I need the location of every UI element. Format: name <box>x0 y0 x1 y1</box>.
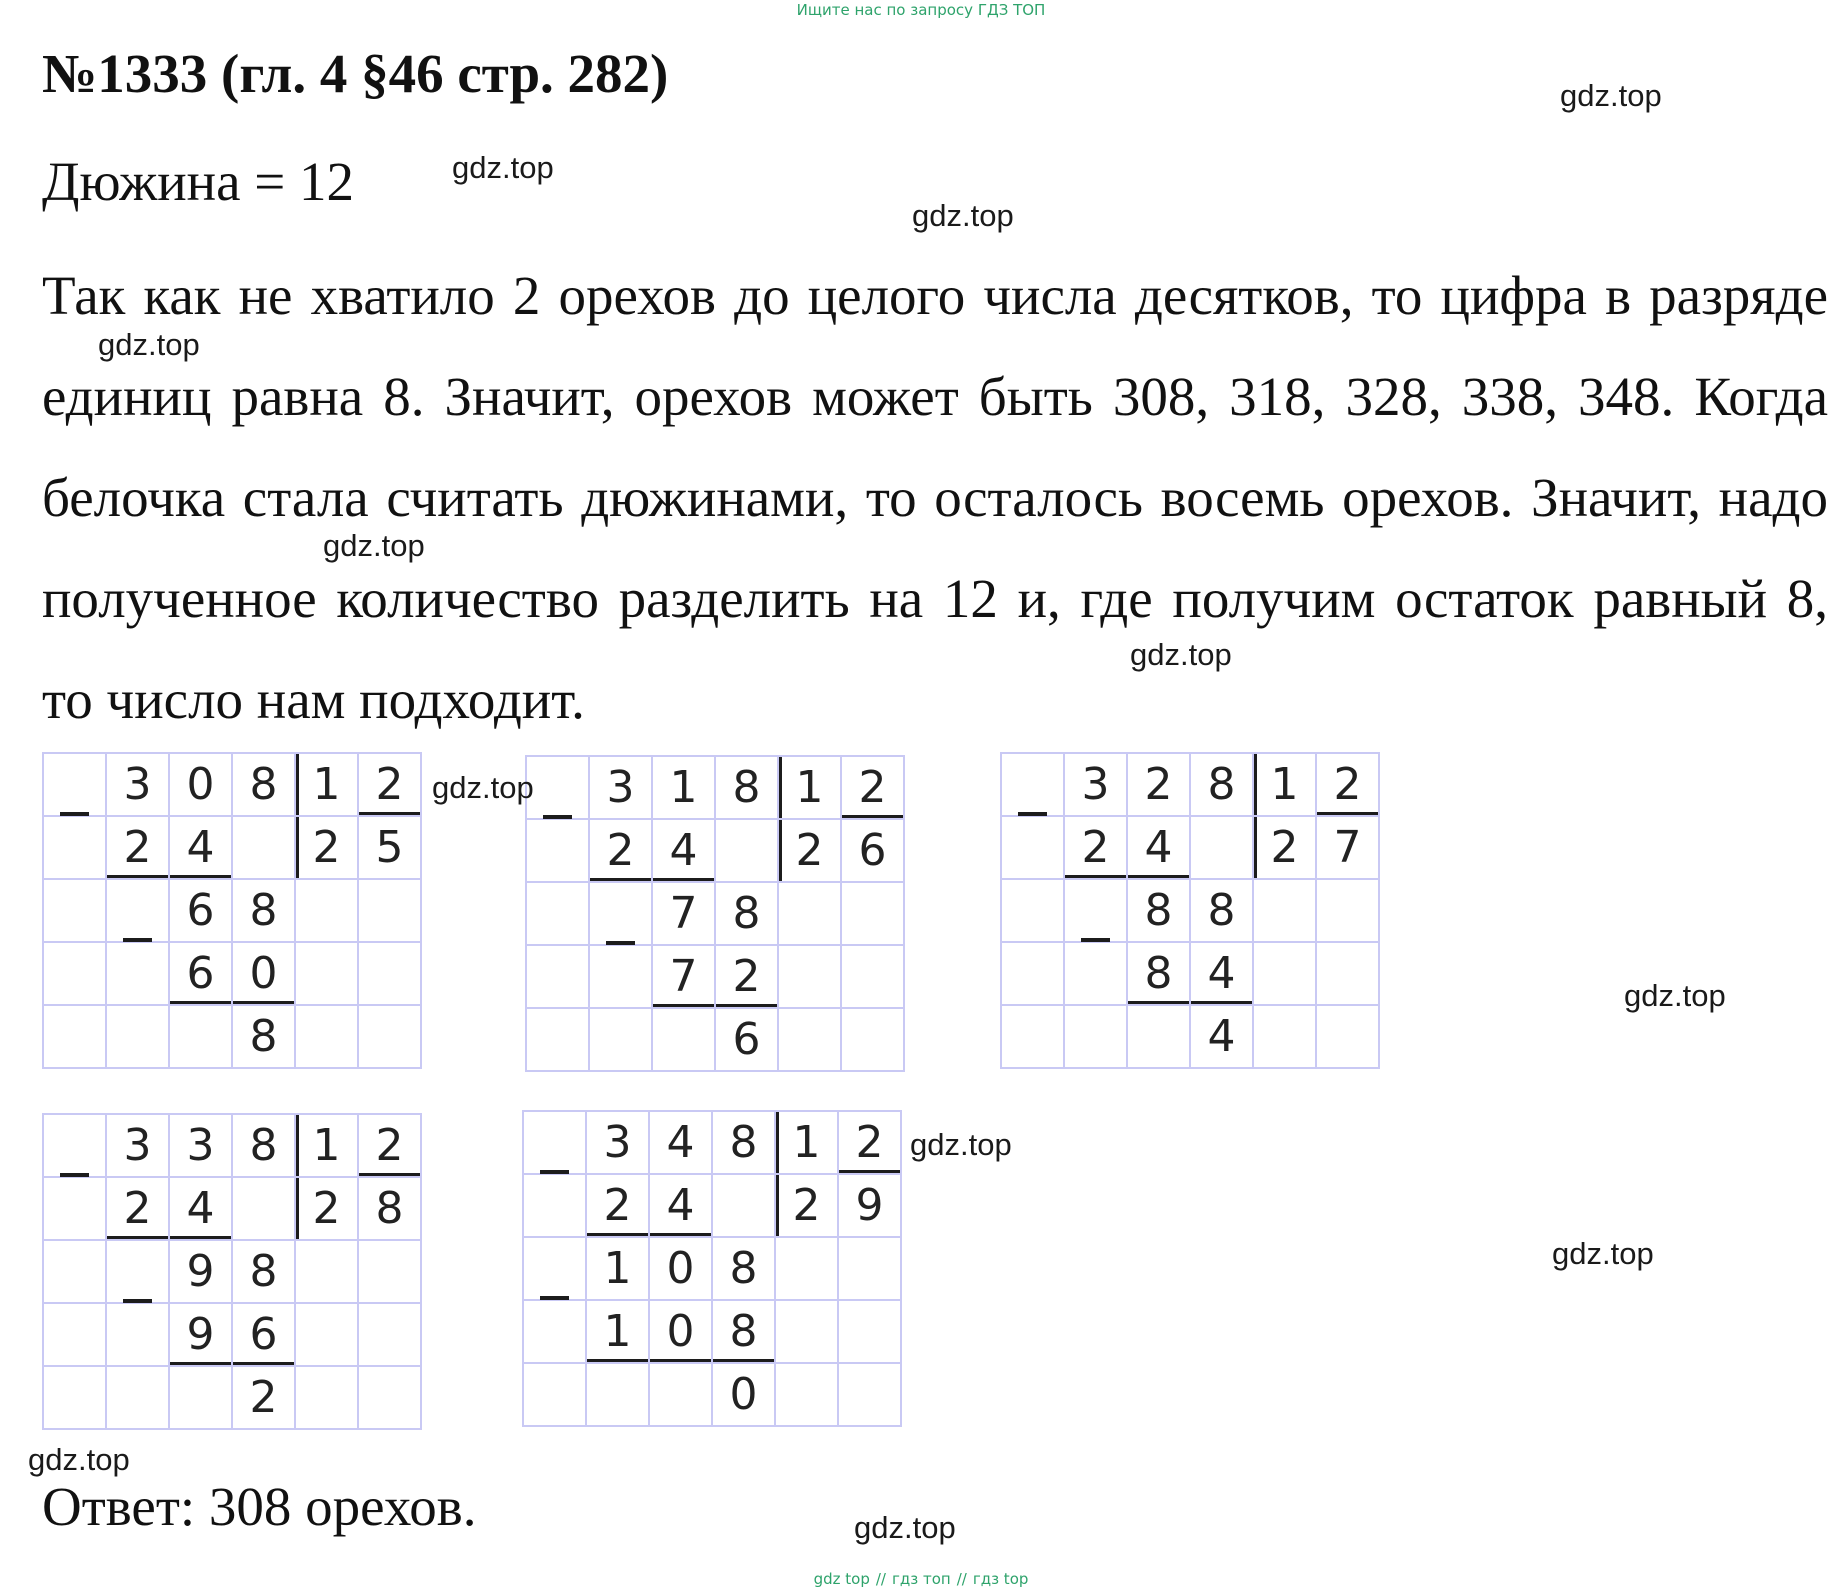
dividend-digit: 4 <box>650 1112 713 1175</box>
subtrahend-digit: 4 <box>1128 817 1191 880</box>
dividend-digit: 8 <box>713 1112 776 1175</box>
watermark: gdz.top <box>28 1442 130 1477</box>
remainder-digit: 2 <box>233 1367 296 1430</box>
watermark: gdz.top <box>323 528 425 563</box>
grid-row <box>527 820 905 883</box>
grid-cell <box>359 1241 422 1304</box>
quotient-digit: 2 <box>1254 817 1317 880</box>
grid-row <box>1002 880 1380 943</box>
dividend-digit: 8 <box>716 757 779 820</box>
grid-row <box>527 946 905 1009</box>
grid-cell <box>1065 943 1128 1006</box>
long-division-318 <box>525 755 905 1072</box>
dividend-digit: 3 <box>590 757 653 820</box>
grid-row <box>44 1178 422 1241</box>
divisor-digit: 2 <box>1317 754 1380 817</box>
watermark: gdz.top <box>912 198 1014 233</box>
partial-dividend-digit: 7 <box>653 883 716 946</box>
grid-cell <box>713 1175 776 1238</box>
divisor-digit: 1 <box>779 757 842 820</box>
long-division-308 <box>42 752 422 1069</box>
grid-cell <box>527 946 590 1009</box>
problem-title: №1333 (гл. 4 §46 стр. 282) <box>42 43 669 104</box>
dividend-digit: 1 <box>653 757 716 820</box>
grid-row <box>1002 817 1380 880</box>
partial-dividend-digit: 6 <box>170 880 233 943</box>
subtrahend-digit: 8 <box>713 1301 776 1364</box>
minus-sign <box>44 754 107 817</box>
footer-separator: // <box>875 1570 886 1588</box>
grid-cell <box>170 1367 233 1430</box>
subtrahend-digit: 0 <box>650 1301 713 1364</box>
subtrahend-digit: 2 <box>107 1178 170 1241</box>
partial-dividend-digit: 9 <box>170 1241 233 1304</box>
remainder-digit: 6 <box>716 1009 779 1072</box>
grid-cell <box>1002 817 1065 880</box>
grid-cell <box>296 1367 359 1430</box>
grid-cell <box>779 883 842 946</box>
minus-sign <box>107 1241 170 1304</box>
grid-cell <box>359 943 422 1006</box>
long-division-348 <box>522 1110 902 1427</box>
grid-row <box>44 754 422 817</box>
dividend-digit: 3 <box>170 1115 233 1178</box>
grid-cell <box>527 883 590 946</box>
subtrahend-digit: 7 <box>653 946 716 1009</box>
grid-cell <box>359 880 422 943</box>
partial-dividend-digit: 8 <box>1191 880 1254 943</box>
grid-cell <box>1317 1006 1380 1069</box>
long-division-328 <box>1000 752 1380 1069</box>
minus-sign <box>1065 880 1128 943</box>
footer-link[interactable]: gdz top <box>813 1570 870 1588</box>
answer-text: Ответ: 308 орехов. <box>42 1476 477 1537</box>
grid-cell <box>1002 880 1065 943</box>
grid-cell <box>44 817 107 880</box>
grid-cell <box>296 943 359 1006</box>
partial-dividend-digit: 8 <box>716 883 779 946</box>
dividend-digit: 3 <box>107 754 170 817</box>
header-search-link[interactable]: Ищите нас по запросу ГДЗ ТОП <box>796 1 1046 19</box>
grid-row <box>44 1006 422 1069</box>
grid-row <box>527 1009 905 1072</box>
watermark: gdz.top <box>1624 978 1726 1013</box>
quotient-digit: 9 <box>839 1175 902 1238</box>
grid-cell <box>587 1364 650 1427</box>
grid-cell <box>359 1006 422 1069</box>
grid-cell <box>776 1301 839 1364</box>
grid-cell <box>107 1367 170 1430</box>
dividend-digit: 8 <box>1191 754 1254 817</box>
quotient-digit: 2 <box>779 820 842 883</box>
grid-cell <box>527 1009 590 1072</box>
divisor-digit: 2 <box>359 1115 422 1178</box>
grid-row <box>44 880 422 943</box>
grid-cell <box>296 1006 359 1069</box>
grid-cell <box>1317 880 1380 943</box>
grid-cell <box>779 946 842 1009</box>
grid-cell <box>107 943 170 1006</box>
divisor-digit: 2 <box>842 757 905 820</box>
grid-cell <box>1317 943 1380 1006</box>
subtrahend-digit: 6 <box>233 1304 296 1367</box>
dividend-digit: 3 <box>107 1115 170 1178</box>
subtrahend-digit: 2 <box>716 946 779 1009</box>
subtrahend-digit: 4 <box>170 817 233 880</box>
grid-cell <box>1128 1006 1191 1069</box>
footer-link[interactable]: гдз топ <box>891 1570 951 1588</box>
grid-cell <box>1065 1006 1128 1069</box>
dividend-digit: 3 <box>587 1112 650 1175</box>
grid-cell <box>44 1241 107 1304</box>
grid-cell <box>233 817 296 880</box>
grid-cell <box>170 1006 233 1069</box>
dividend-digit: 0 <box>170 754 233 817</box>
minus-sign <box>1002 754 1065 817</box>
subtrahend-digit: 2 <box>107 817 170 880</box>
watermark: gdz.top <box>1552 1236 1654 1271</box>
subtrahend-digit: 4 <box>170 1178 233 1241</box>
dividend-digit: 2 <box>1128 754 1191 817</box>
grid-row <box>527 757 905 820</box>
grid-row <box>524 1112 902 1175</box>
partial-dividend-digit: 8 <box>1128 880 1191 943</box>
minus-sign <box>107 880 170 943</box>
grid-row <box>524 1364 902 1427</box>
quotient-digit: 6 <box>842 820 905 883</box>
remainder-digit: 4 <box>1191 1006 1254 1069</box>
watermark: gdz.top <box>854 1510 956 1545</box>
grid-cell <box>1254 880 1317 943</box>
grid-row <box>524 1301 902 1364</box>
divisor-digit: 1 <box>296 1115 359 1178</box>
grid-cell <box>1254 943 1317 1006</box>
quotient-digit: 2 <box>776 1175 839 1238</box>
quotient-digit: 2 <box>296 817 359 880</box>
subtrahend-digit: 4 <box>650 1175 713 1238</box>
grid-cell <box>1191 817 1254 880</box>
subtrahend-digit: 6 <box>170 943 233 1006</box>
grid-cell <box>359 1367 422 1430</box>
grid-row <box>524 1175 902 1238</box>
grid-cell <box>527 820 590 883</box>
grid-cell <box>107 1304 170 1367</box>
subtrahend-digit: 2 <box>1065 817 1128 880</box>
remainder-digit: 0 <box>713 1364 776 1427</box>
grid-row <box>1002 943 1380 1006</box>
grid-cell <box>44 1006 107 1069</box>
minus-sign <box>524 1112 587 1175</box>
subtrahend-digit: 2 <box>587 1175 650 1238</box>
minus-sign <box>44 1115 107 1178</box>
partial-dividend-digit: 0 <box>650 1238 713 1301</box>
solution-paragraph: Так как не хватило 2 орехов до целого числа десятков, то цифра в разряде единиц равна 8. Значит, орехов может быть 308, 318, 328, 338, 348. Когда белочка стала считать дюжинами, то осталось восемь орехов. Значит, надо полученное количество разделить на 12 и, где получим остаток равный 8, то число нам подходит. <box>42 265 1828 730</box>
quotient-digit: 8 <box>359 1178 422 1241</box>
grid-cell <box>1002 1006 1065 1069</box>
grid-cell <box>296 880 359 943</box>
grid-row <box>1002 754 1380 817</box>
grid-cell <box>842 946 905 1009</box>
partial-dividend-digit: 1 <box>587 1238 650 1301</box>
grid-cell <box>590 946 653 1009</box>
grid-cell <box>779 1009 842 1072</box>
grid-cell <box>1002 943 1065 1006</box>
quotient-digit: 7 <box>1317 817 1380 880</box>
dividend-digit: 3 <box>1065 754 1128 817</box>
partial-dividend-digit: 8 <box>233 1241 296 1304</box>
quotient-digit: 2 <box>296 1178 359 1241</box>
grid-cell <box>44 1367 107 1430</box>
long-division-338 <box>42 1113 422 1430</box>
subtrahend-digit: 4 <box>1191 943 1254 1006</box>
footer-link[interactable]: гдз top <box>972 1570 1029 1588</box>
grid-cell <box>839 1364 902 1427</box>
grid-cell <box>650 1364 713 1427</box>
watermark: gdz.top <box>452 150 554 185</box>
grid-row <box>44 1367 422 1430</box>
grid-row <box>524 1238 902 1301</box>
grid-cell <box>44 1304 107 1367</box>
grid-cell <box>839 1238 902 1301</box>
grid-cell <box>590 1009 653 1072</box>
grid-cell <box>776 1238 839 1301</box>
grid-row <box>1002 1006 1380 1069</box>
grid-cell <box>359 1304 422 1367</box>
grid-row <box>44 1115 422 1178</box>
grid-cell <box>653 1009 716 1072</box>
grid-cell <box>524 1175 587 1238</box>
watermark: gdz.top <box>432 770 534 805</box>
grid-row <box>527 883 905 946</box>
subtrahend-digit: 9 <box>170 1304 233 1367</box>
subtrahend-digit: 4 <box>653 820 716 883</box>
remainder-digit: 8 <box>233 1006 296 1069</box>
grid-cell <box>842 1009 905 1072</box>
grid-cell <box>44 1178 107 1241</box>
grid-cell <box>296 1304 359 1367</box>
grid-cell <box>1254 1006 1317 1069</box>
footer-separator: // <box>956 1570 967 1588</box>
grid-cell <box>233 1178 296 1241</box>
subtrahend-digit: 1 <box>587 1301 650 1364</box>
divisor-digit: 2 <box>359 754 422 817</box>
subtrahend-digit: 2 <box>590 820 653 883</box>
partial-dividend-digit: 8 <box>713 1238 776 1301</box>
watermark: gdz.top <box>98 327 200 362</box>
grid-row <box>44 943 422 1006</box>
watermark: gdz.top <box>910 1127 1012 1162</box>
watermark: gdz.top <box>1130 637 1232 672</box>
grid-cell <box>107 1006 170 1069</box>
divisor-digit: 1 <box>296 754 359 817</box>
footer-links <box>0 1570 1842 1588</box>
grid-cell <box>776 1364 839 1427</box>
minus-sign <box>527 757 590 820</box>
minus-sign <box>524 1238 587 1301</box>
quotient-digit: 5 <box>359 817 422 880</box>
grid-row <box>44 1241 422 1304</box>
grid-row <box>44 817 422 880</box>
dividend-digit: 8 <box>233 754 296 817</box>
grid-cell <box>44 880 107 943</box>
divisor-digit: 1 <box>1254 754 1317 817</box>
grid-cell <box>524 1301 587 1364</box>
divisor-digit: 2 <box>839 1112 902 1175</box>
grid-cell <box>296 1241 359 1304</box>
dividend-digit: 8 <box>233 1115 296 1178</box>
grid-cell <box>839 1301 902 1364</box>
minus-sign <box>590 883 653 946</box>
grid-cell <box>524 1364 587 1427</box>
divisor-digit: 1 <box>776 1112 839 1175</box>
dozen-definition: Дюжина = 12 <box>42 151 355 212</box>
grid-cell <box>44 943 107 1006</box>
grid-cell <box>716 820 779 883</box>
watermark: gdz.top <box>1560 78 1662 113</box>
grid-row <box>44 1304 422 1367</box>
subtrahend-digit: 8 <box>1128 943 1191 1006</box>
subtrahend-digit: 0 <box>233 943 296 1006</box>
partial-dividend-digit: 8 <box>233 880 296 943</box>
grid-cell <box>842 883 905 946</box>
